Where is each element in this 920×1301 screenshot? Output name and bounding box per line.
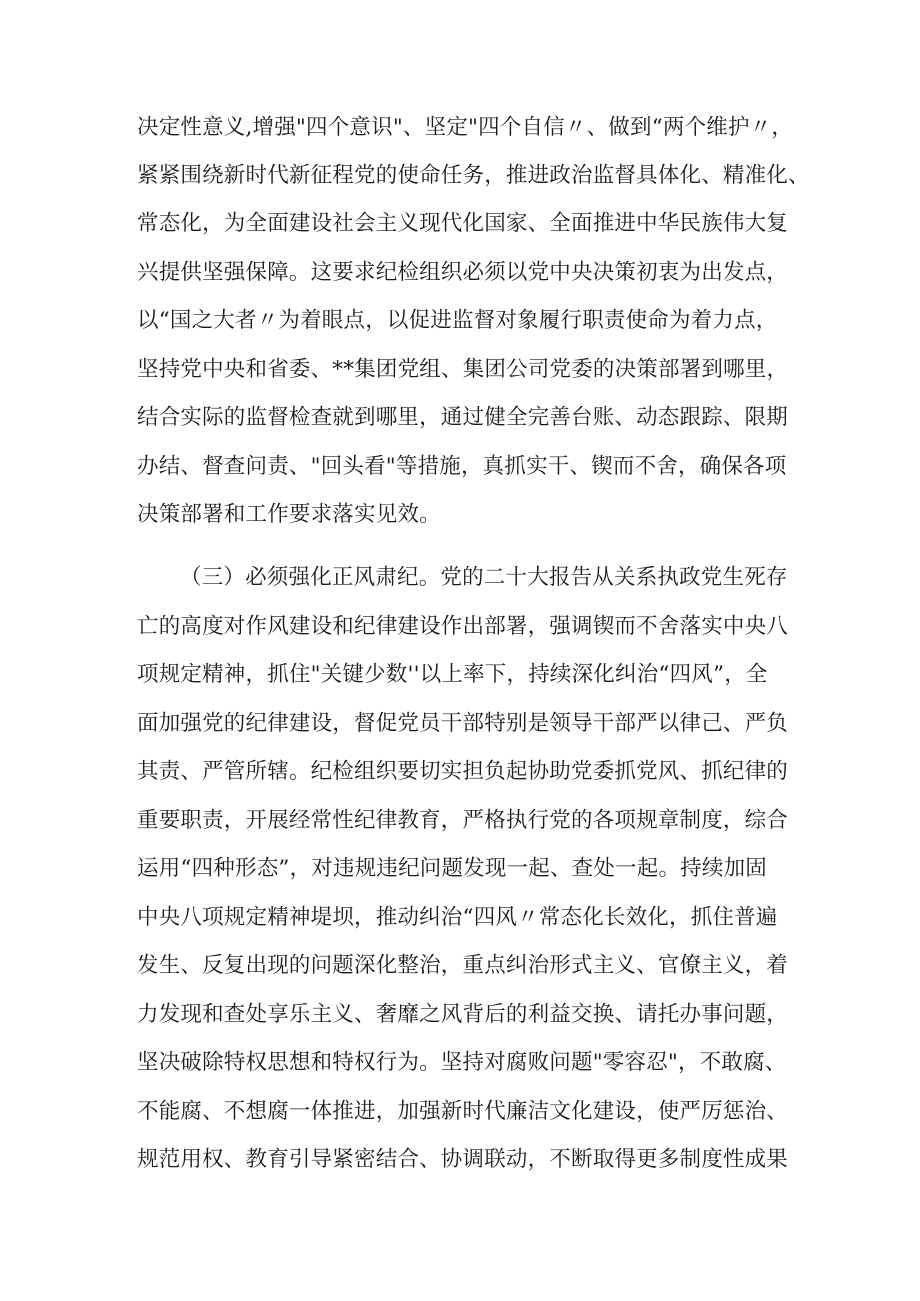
paragraph-line: （三）必须强化正风肃纪。党的二十大报告从关系执政党生死存: [180, 565, 788, 590]
paragraph-line: 发生、反复出现的问题深化整治，重点纠治形式主义、官僚主义，着: [137, 953, 789, 978]
paragraph-line: 兴提供坚强保障。这要求纪检组织必须以党中央决策初衷为出发点，: [137, 260, 789, 285]
paragraph-line: 结合实际的监督检查就到哪里，通过健全完善台账、动态跟踪、限期: [137, 405, 789, 430]
paragraph-line: 重要职责，开展经常性纪律教育，严格执行党的各项规章制度，综合: [137, 808, 789, 833]
paragraph-line: 决策部署和工作要求落实见效。: [137, 502, 441, 527]
paragraph-line: 坚持党中央和省委、**集团党组、集团公司党委的决策部署到哪里，: [137, 357, 789, 382]
paragraph-line: 办结、督查问责、"回头看"等措施，真抓实干、锲而不舍，确保各项: [137, 454, 787, 479]
paragraph-line: 坚决破除特权思想和特权行为。坚持对腐败问题"零容忍"，不敢腐、: [137, 1050, 787, 1075]
paragraph-line: 亡的高度对作风建设和纪律建设作出部署，强调锲而不舍落实中央八: [137, 614, 789, 639]
paragraph-line: 中央八项规定精神堤坝，推动纠治“四风〃常态化长效化，抓住普遍: [137, 905, 778, 930]
paragraph-line: 常态化，为全面建设社会主义现代化国家、全面推进中华民族伟大复: [137, 211, 789, 236]
paragraph-line: 运用“四种形态”，对违规违纪问题发现一起、查处一起。持续加固: [137, 856, 767, 881]
paragraph-line: 其责、严管所辖。纪检组织要切实担负起协助党委抓党风、抓纪律的: [137, 759, 789, 784]
paragraph-line: 以“国之大者〃为着眼点，以促进监督对象履行职责使命为着力点，: [137, 308, 778, 333]
paragraph-line: 紧紧围绕新时代新征程党的使命任务，推进政治监督具体化、精准化、: [137, 163, 810, 188]
paragraph-line: 不能腐、不想腐一体推进，加强新时代廉洁文化建设，使严厉惩治、: [137, 1099, 789, 1124]
paragraph-line: 项规定精神，抓住"关键少数''以上率下，持续深化纠治“四风”，全: [137, 662, 768, 687]
paragraph-line: 力发现和查处享乐主义、奢靡之风背后的利益交换、请托办事问题，: [137, 1002, 789, 1027]
paragraph-line: 规范用权、教育引导紧密结合、协调联动，不断取得更多制度性成果: [137, 1147, 789, 1172]
paragraph-line: 决定性意义,增强"四个意识"、坚定"四个自信〃、做到“两个维护〃，: [137, 115, 794, 140]
paragraph-line: 面加强党的纪律建设，督促党员干部特别是领导干部严以律己、严负: [137, 711, 789, 736]
